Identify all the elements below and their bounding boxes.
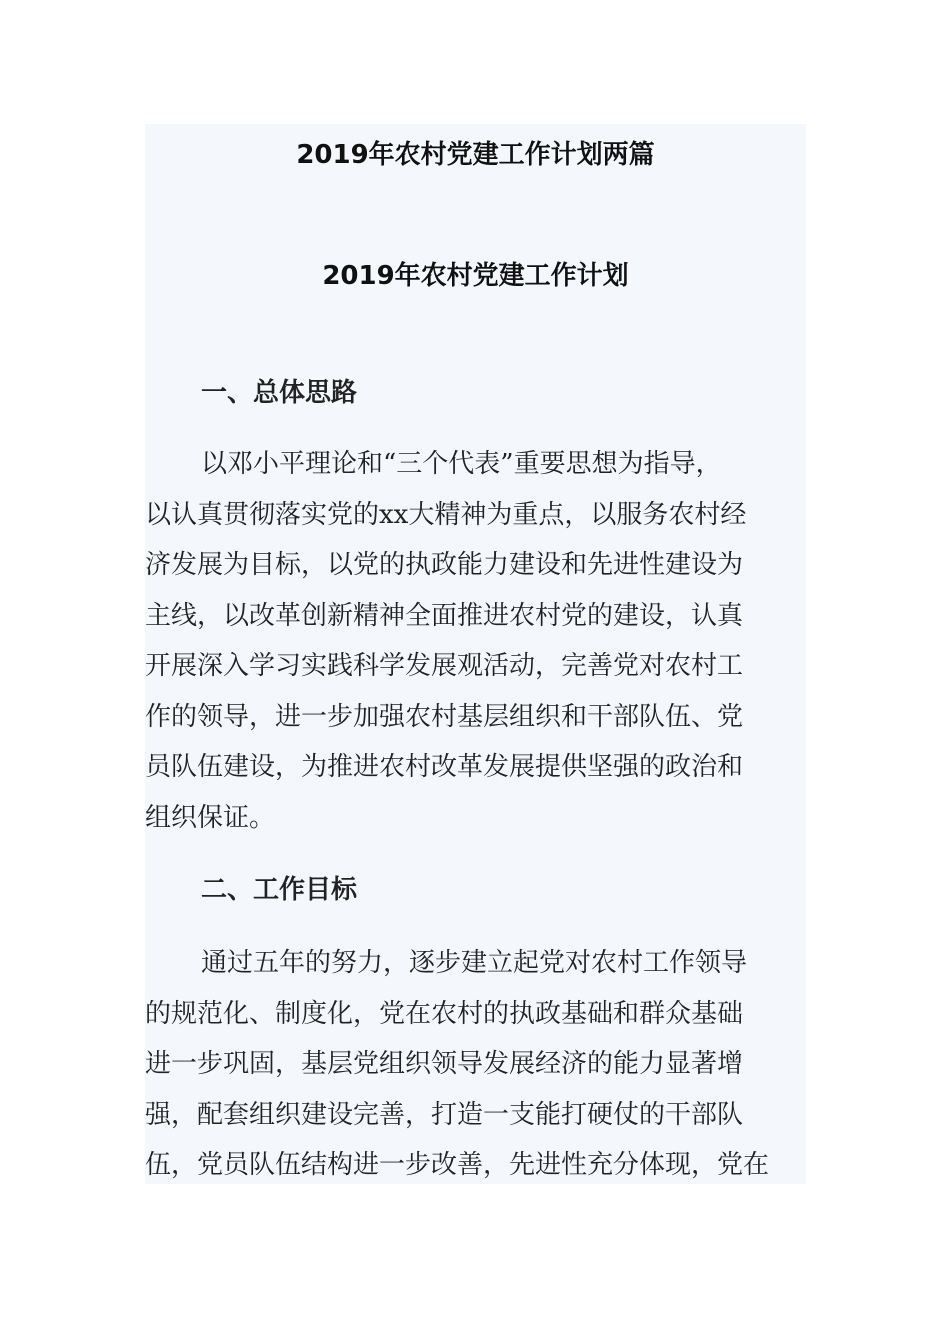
document-title: 2019年农村党建工作计划两篇 xyxy=(296,140,655,170)
paragraph-line: 的规范化、制度化，党在农村的执政基础和群众基础 xyxy=(145,998,744,1029)
paragraph-line: 进一步巩固，基层党组织领导发展经济的能力显著增 xyxy=(145,1049,744,1079)
paragraph-line: 员队伍建设，为推进农村改革发展提供坚强的政治和 xyxy=(145,752,744,782)
section-heading-2: 二、工作目标 xyxy=(201,875,358,905)
section-heading-1: 一、总体思路 xyxy=(201,378,358,408)
paragraph-line: 开展深入学习实践科学发展观活动，完善党对农村工 xyxy=(145,651,744,681)
paragraph-line: 济发展为目标，以党的执政能力建设和先进性建设为 xyxy=(145,550,744,580)
document-subtitle: 2019年农村党建工作计划 xyxy=(322,261,629,291)
paragraph-line: 以邓小平理论和“三个代表”重要思想为指导， xyxy=(201,449,722,479)
paragraph-line: 组织保证。 xyxy=(145,802,276,833)
section-1-paragraph xyxy=(145,439,806,843)
document-page xyxy=(145,124,806,1184)
paragraph-line: 通过五年的努力，逐步建立起党对农村工作领导 xyxy=(201,948,748,978)
paragraph-line: 作的领导，进一步加强农村基层组织和干部队伍、党 xyxy=(145,701,744,732)
paragraph-line: 主线，以改革创新精神全面推进农村党的建设，认真 xyxy=(145,600,744,631)
paragraph-line: 以认真贯彻落实党的xx大精神为重点，以服务农村经 xyxy=(145,499,747,530)
paragraph-line: 强，配套组织建设完善，打造一支能打硬仗的干部队 xyxy=(145,1099,744,1130)
section-2-paragraph xyxy=(145,938,806,1191)
paragraph-line: 伍，党员队伍结构进一步改善，先进性充分体现，党在 xyxy=(145,1150,770,1180)
